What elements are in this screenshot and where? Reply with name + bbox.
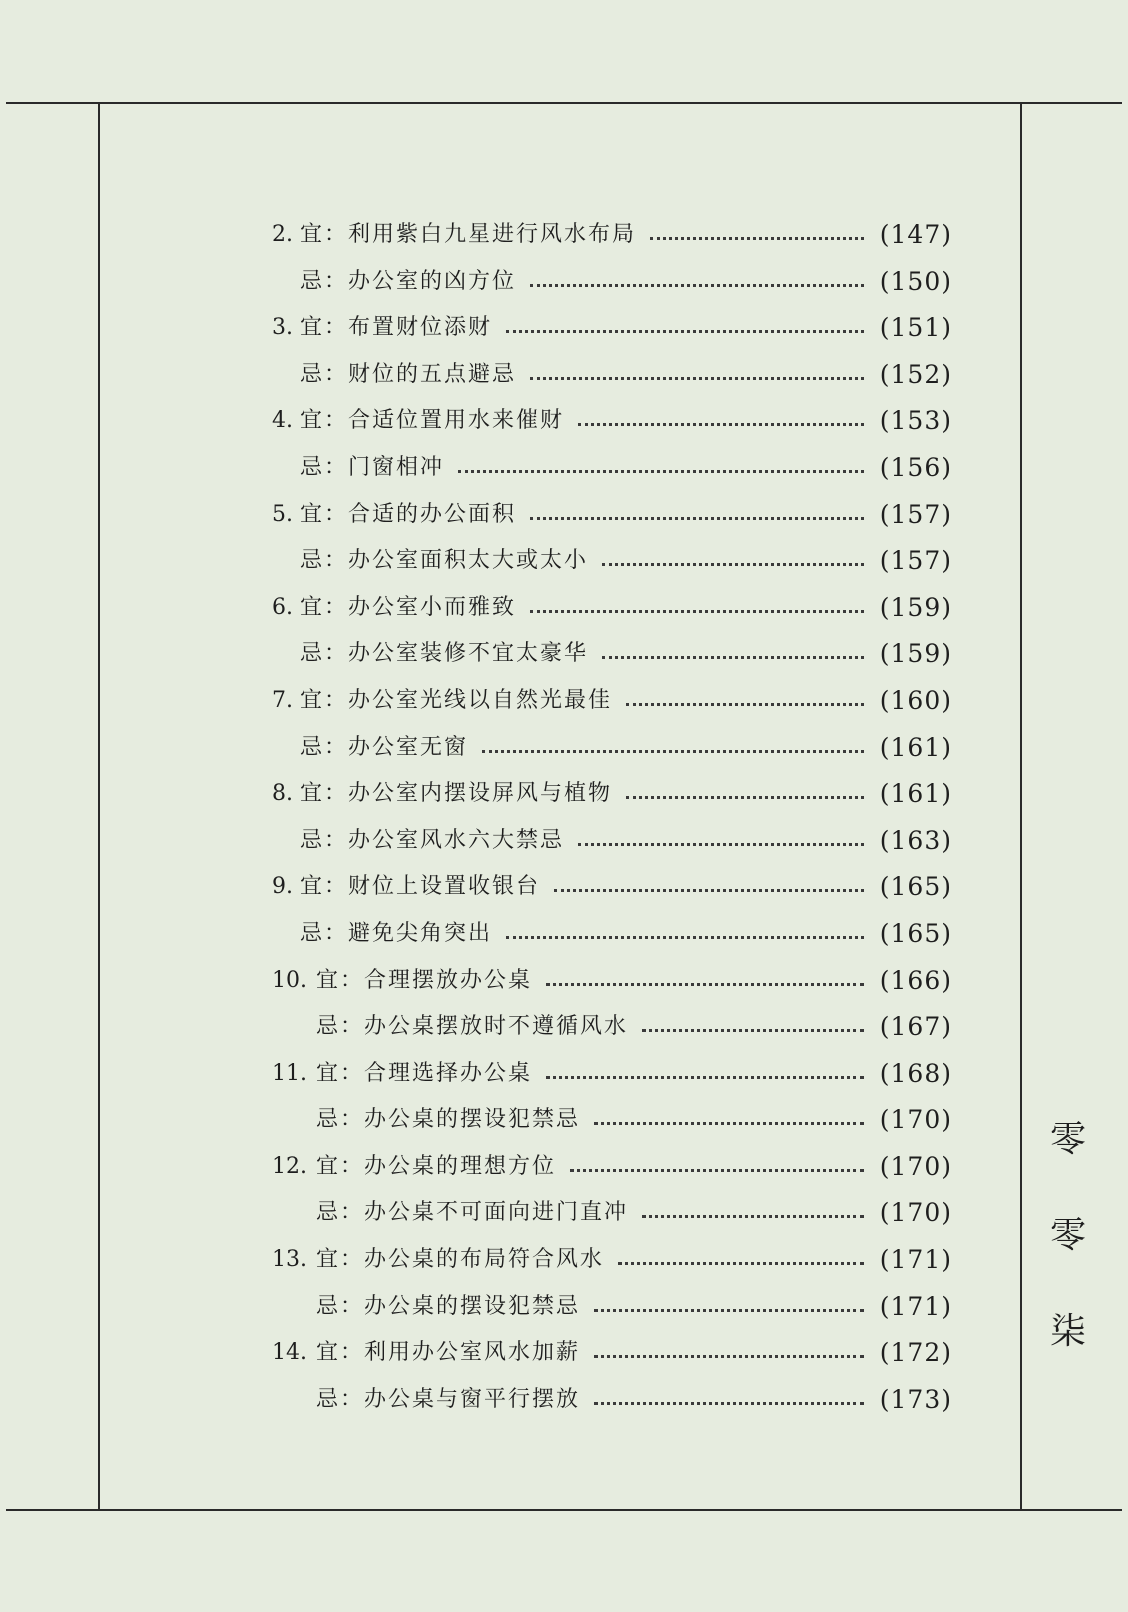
dot-leader <box>650 212 864 259</box>
toc-entry[interactable] <box>272 864 952 911</box>
entry-page-number: (160) <box>879 685 952 715</box>
dot-leader <box>554 864 864 911</box>
toc-entry[interactable] <box>272 958 952 1005</box>
toc-entry[interactable] <box>272 492 952 539</box>
entry-title: 忌：办公桌的摆设犯禁忌 <box>316 1293 581 1319</box>
entry-page-number: (161) <box>879 779 952 809</box>
dot-leader <box>530 492 864 539</box>
entry-title: 宜：合适位置用水来催财 <box>300 408 565 434</box>
bottom-rule <box>6 1509 1122 1511</box>
entry-title: 宜：办公室小而雅致 <box>300 594 517 620</box>
entry-number: 4. <box>272 408 293 434</box>
entry-title: 宜：合理摆放办公桌 <box>316 967 533 993</box>
entry-page-number: (157) <box>879 499 952 529</box>
toc-entry[interactable] <box>272 1051 952 1098</box>
entry-page-number: (168) <box>879 1058 952 1088</box>
entry-title: 忌：避免尖角突出 <box>300 920 493 946</box>
entry-title: 宜：办公桌的布局符合风水 <box>316 1247 605 1273</box>
top-rule <box>6 102 1122 104</box>
dot-leader <box>482 725 864 772</box>
entry-number: 9. <box>272 874 293 900</box>
dot-leader <box>578 818 864 865</box>
dot-leader <box>642 1004 864 1051</box>
dot-leader <box>626 678 864 725</box>
entry-title: 宜：利用办公室风水加薪 <box>316 1340 581 1366</box>
entry-title: 宜：办公室光线以自然光最佳 <box>300 687 613 713</box>
toc-entry[interactable] <box>272 911 952 958</box>
dot-leader <box>594 1377 864 1424</box>
dot-leader <box>546 958 864 1005</box>
entry-number: 14. <box>272 1340 307 1366</box>
entry-title: 宜：布置财位添财 <box>300 315 493 341</box>
dot-leader <box>594 1330 864 1377</box>
dot-leader <box>506 305 864 352</box>
entry-page-number: (147) <box>879 220 952 249</box>
dot-leader <box>506 911 864 958</box>
entry-title: 忌：办公桌摆放时不遵循风水 <box>316 1014 629 1040</box>
toc-entry[interactable] <box>272 1144 952 1191</box>
page-folio <box>1040 1092 1096 1380</box>
entry-page-number: (170) <box>879 1198 952 1228</box>
entry-number: 7. <box>272 687 293 713</box>
entry-page-number: (171) <box>879 1245 952 1275</box>
toc-entry[interactable] <box>272 585 952 632</box>
entry-title: 忌：办公室的凶方位 <box>300 268 517 294</box>
folio-char: 零 <box>1049 1215 1086 1256</box>
entry-page-number: (170) <box>879 1105 952 1135</box>
dot-leader <box>578 398 864 445</box>
dot-leader <box>602 631 864 678</box>
entry-title: 忌：办公桌与窗平行摆放 <box>316 1386 581 1412</box>
entry-title: 忌：办公室风水六大禁忌 <box>300 827 565 853</box>
entry-number: 2. <box>272 222 293 247</box>
right-margin-rule <box>1020 102 1022 1510</box>
entry-page-number: (166) <box>879 965 952 995</box>
toc-entry[interactable] <box>272 1190 952 1237</box>
toc-entry[interactable] <box>272 259 952 306</box>
toc-entry[interactable] <box>272 305 952 352</box>
entry-page-number: (156) <box>879 452 952 482</box>
entry-page-number: (165) <box>879 872 952 902</box>
entry-number: 10. <box>272 967 307 993</box>
entry-title: 忌：财位的五点避忌 <box>300 361 517 387</box>
entry-page-number: (173) <box>879 1384 952 1414</box>
toc-entry[interactable] <box>272 1377 952 1424</box>
dot-leader <box>618 1237 864 1284</box>
dot-leader <box>626 771 864 818</box>
dot-leader <box>530 585 864 632</box>
entry-page-number: (159) <box>879 592 952 622</box>
entry-title: 宜：合适的办公面积 <box>300 501 517 527</box>
entry-number: 8. <box>272 781 293 807</box>
entry-number: 5. <box>272 501 293 527</box>
dot-leader <box>594 1284 864 1331</box>
entry-page-number: (163) <box>879 825 952 855</box>
entry-number: 13. <box>272 1247 307 1273</box>
toc-entry[interactable] <box>272 678 952 725</box>
entry-title: 宜：合理选择办公桌 <box>316 1060 533 1086</box>
entry-number: 6. <box>272 594 293 620</box>
toc-entry[interactable] <box>272 1097 952 1144</box>
entry-number: 3. <box>272 315 293 341</box>
dot-leader <box>530 352 864 399</box>
entry-title: 忌：办公室面积太大或太小 <box>300 548 589 574</box>
toc-entry[interactable] <box>272 398 952 445</box>
entry-page-number: (161) <box>879 732 952 762</box>
toc-entry[interactable] <box>272 352 952 399</box>
entry-page-number: (157) <box>879 546 952 576</box>
toc-entry[interactable] <box>272 631 952 678</box>
dot-leader <box>530 259 864 306</box>
entry-page-number: (150) <box>879 266 952 296</box>
entry-number: 11. <box>272 1060 307 1086</box>
dot-leader <box>594 1097 864 1144</box>
toc-entry[interactable] <box>272 1284 952 1331</box>
entry-number: 12. <box>272 1153 307 1179</box>
toc-entry[interactable] <box>272 1237 952 1284</box>
entry-page-number: (172) <box>879 1338 952 1368</box>
toc-entry[interactable] <box>272 212 952 259</box>
toc-entry[interactable] <box>272 1004 952 1051</box>
toc-entry[interactable] <box>272 1330 952 1377</box>
dot-leader <box>458 445 864 492</box>
entry-page-number: (171) <box>879 1291 952 1321</box>
dot-leader <box>642 1190 864 1237</box>
entry-title: 忌：办公室装修不宜太豪华 <box>300 641 589 667</box>
left-margin-rule <box>98 102 100 1510</box>
toc-entry[interactable] <box>272 725 952 772</box>
folio-char: 零 <box>1049 1119 1086 1160</box>
entry-page-number: (170) <box>879 1151 952 1181</box>
entry-page-number: (151) <box>879 313 952 343</box>
entry-page-number: (165) <box>879 918 952 948</box>
entry-title: 宜：办公室内摆设屏风与植物 <box>300 781 613 807</box>
entry-page-number: (152) <box>879 359 952 389</box>
dot-leader <box>570 1144 864 1191</box>
folio-char: 柒 <box>1049 1311 1086 1352</box>
entry-title: 忌：门窗相冲 <box>300 454 445 480</box>
entry-title: 宜：办公桌的理想方位 <box>316 1153 557 1179</box>
entry-title: 忌：办公桌的摆设犯禁忌 <box>316 1107 581 1133</box>
toc-entry[interactable] <box>272 538 952 585</box>
entry-title: 宜：利用紫白九星进行风水布局 <box>300 222 637 247</box>
entry-page-number: (159) <box>879 639 952 669</box>
toc-entry[interactable] <box>272 818 952 865</box>
entry-title: 忌：办公室无窗 <box>300 734 469 760</box>
entry-page-number: (167) <box>879 1012 952 1042</box>
entry-page-number: (153) <box>879 406 952 436</box>
entry-title: 忌：办公桌不可面向进门直冲 <box>316 1200 629 1226</box>
toc-entry[interactable] <box>272 445 952 492</box>
entry-title: 宜：财位上设置收银台 <box>300 874 541 900</box>
dot-leader <box>546 1051 864 1098</box>
dot-leader <box>602 538 864 585</box>
table-of-contents <box>272 212 952 1423</box>
toc-entry[interactable] <box>272 771 952 818</box>
